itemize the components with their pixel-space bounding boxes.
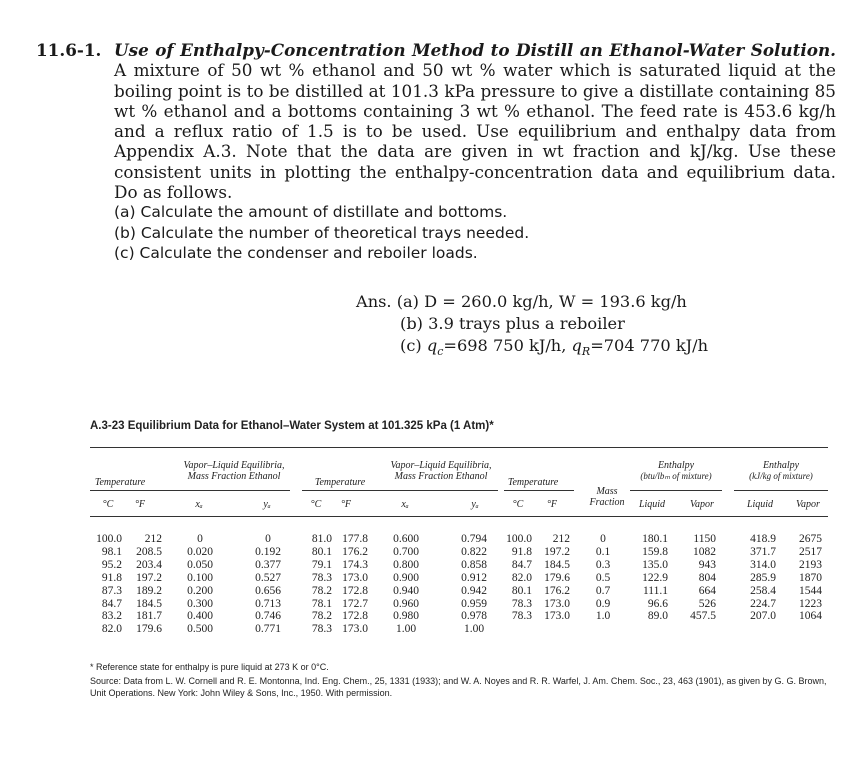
footnote-reference: * Reference state for enthalpy is pure liquid at 273 K or 0°C.	[90, 662, 329, 672]
table-cell: 258.4	[750, 584, 776, 597]
table-cell: 0.400	[187, 610, 213, 623]
table-cell: 82.0	[511, 571, 532, 584]
table-cell: 526	[698, 597, 716, 610]
col1-xa	[180, 533, 220, 636]
table-cell: 0.794	[461, 533, 487, 545]
table-cell: 78.3	[311, 623, 332, 636]
table-cell: 0.100	[187, 571, 213, 584]
table-cell: 0.050	[187, 558, 213, 571]
table-cell: 1150	[693, 533, 716, 545]
problem-body: A mixture of 50 wt % ethanol and 50 wt % water which is saturated liquid at the boiling point is to be distilled at 101.3 kPa pressure to give a distillate containing 85 wt % ethanol and a bottoms containing 3 wt % ethanol. The feed rate is 453.6 kg/h and a reflux ratio of 1.5 is to be used. Use equilibrium and enthalpy data from Appendix A.3. Note that the data are given in wt fraction and kJ/kg. Use these consistent units in plotting the enthalpy-concentration data and equilibrium data. Do as follows.	[114, 60, 836, 203]
table-cell: 80.1	[311, 545, 332, 558]
table-cell: 0.200	[187, 584, 213, 597]
header-xa-2: xₐ	[401, 499, 409, 510]
table-cell: 172.7	[342, 597, 368, 610]
problem-statement	[36, 40, 836, 263]
header-ya-2: yₐ	[471, 499, 479, 510]
table-cell: 0.527	[255, 571, 281, 584]
table-cell: 0	[600, 533, 606, 545]
table-cell: 0.978	[461, 610, 487, 623]
header-enthalpy-kj: Enthalpy	[762, 460, 800, 471]
header-xa-1: xₐ	[195, 499, 203, 510]
table-cell: 82.0	[101, 623, 122, 636]
table-cell: 0.1	[595, 545, 611, 558]
header-enthalpy-btu: Enthalpy	[657, 460, 695, 471]
table-cell: 176.2	[342, 545, 368, 558]
table-title: A.3-23 Equilibrium Data for Ethanol–Water System at 101.325 kPa (1 Atm)*	[90, 420, 494, 432]
table-cell: 0.800	[393, 558, 419, 571]
table-cell: 78.3	[511, 610, 532, 623]
table-cell: 95.2	[101, 558, 122, 571]
table-cell: 2675	[799, 533, 822, 545]
table-cell: 173.0	[342, 571, 368, 584]
header-bottom-rule	[90, 516, 828, 517]
table-cell: 197.2	[136, 571, 162, 584]
table-cell: 184.5	[136, 597, 162, 610]
header-rule-1	[90, 490, 290, 491]
answer-a-value: D = 260.0 kg/h, W = 193.6 kg/h	[424, 292, 687, 311]
table-cell: 0.192	[255, 545, 281, 558]
answer-b: (b) 3.9 trays plus a reboiler	[400, 314, 625, 333]
col1-temp-c	[90, 533, 122, 636]
table-cell: 179.6	[136, 623, 162, 636]
table-cell: 0.746	[255, 610, 281, 623]
table-cell: 189.2	[136, 584, 162, 597]
header-enthalpy-kj-unit: (kJ/kg of mixture)	[749, 471, 813, 481]
col3-enthalpy-btu-vapor	[680, 533, 716, 623]
table-cell: 172.8	[342, 610, 368, 623]
qr-subscript: R	[581, 345, 591, 359]
table-cell: 207.0	[750, 610, 776, 623]
problem-parts	[114, 202, 836, 263]
table-cell: 89.0	[647, 610, 668, 623]
col2-temp-f	[334, 533, 368, 636]
table-cell: 78.2	[311, 610, 332, 623]
table-cell: 0.7	[595, 584, 611, 597]
table-cell: 1544	[799, 584, 822, 597]
table-cell: 0	[197, 533, 203, 545]
table-cell: 0.959	[461, 597, 487, 610]
part-a: (a) Calculate the amount of distillate and bottoms.	[114, 203, 508, 222]
col3-enthalpy-kj-vapor	[786, 533, 822, 623]
part-b: (b) Calculate the number of theoretical trays needed.	[114, 223, 530, 242]
answer-block	[356, 291, 708, 363]
table-cell: 87.3	[101, 584, 122, 597]
table-cell: 371.7	[750, 545, 776, 558]
table-cell: 0.700	[393, 545, 419, 558]
table-cell: 78.3	[311, 571, 332, 584]
table-cell: 80.1	[511, 584, 532, 597]
table-cell: 177.8	[342, 533, 368, 545]
header-temperature-3: Temperature	[507, 477, 559, 488]
col3-temp-c	[500, 533, 532, 623]
header-rule-2	[302, 490, 498, 491]
table-cell: 0.942	[461, 584, 487, 597]
table-cell: 122.9	[642, 571, 668, 584]
table-cell: 81.0	[311, 533, 332, 545]
header-temperature-2: Temperature	[314, 477, 366, 488]
col3-mass-fraction	[588, 533, 618, 623]
header-rule-5	[734, 490, 828, 491]
qr-value: =704 770 kJ/h	[590, 336, 709, 355]
table-cell: 1870	[799, 571, 822, 584]
col2-ya	[454, 533, 494, 636]
table-cell: 2193	[799, 558, 822, 571]
table-cell: 174.3	[342, 558, 368, 571]
table-cell: 0.300	[187, 597, 213, 610]
problem-number: 11.6-1.	[36, 40, 102, 60]
header-c-1: °C	[102, 499, 114, 510]
header-ya-1: yₐ	[263, 499, 271, 510]
table-cell: 78.3	[511, 597, 532, 610]
header-rule-4	[630, 490, 722, 491]
qc-symbol: q	[426, 336, 438, 355]
table-cell: 1.0	[595, 610, 611, 623]
table-cell: 1223	[799, 597, 822, 610]
table-cell: 180.1	[642, 533, 668, 545]
header-enthalpy-btu-unit: (btu/lbₘ of mixture)	[640, 471, 712, 481]
table-cell: 176.2	[544, 584, 570, 597]
table-cell: 2517	[799, 545, 822, 558]
table-cell: 212	[552, 533, 570, 545]
table-cell: 172.8	[342, 584, 368, 597]
table-cell: 100.0	[506, 533, 532, 545]
header-f-3: °F	[546, 499, 558, 510]
header-f-2: °F	[340, 499, 352, 510]
table-cell: 804	[698, 571, 716, 584]
problem-title: Use of Enthalpy-Concentration Method to Distill an Ethanol-Water Solution.	[114, 40, 836, 60]
table-cell: 0.600	[393, 533, 419, 545]
table-cell: 98.1	[101, 545, 122, 558]
header-c-3: °C	[512, 499, 524, 510]
header-f-1: °F	[134, 499, 146, 510]
table-cell: 0.020	[187, 545, 213, 558]
table-cell: 418.9	[750, 533, 776, 545]
qr-symbol: q	[571, 336, 582, 355]
table-cell: 91.8	[511, 545, 532, 558]
header-massfrac-2: Mass Fraction Ethanol	[394, 471, 488, 482]
table-cell: 664	[698, 584, 716, 597]
answer-c	[356, 335, 708, 363]
header-temperature-1: Temperature	[94, 477, 146, 488]
table-cell: 0.980	[393, 610, 419, 623]
table-cell: 173.0	[544, 610, 570, 623]
table-cell: 173.0	[342, 623, 368, 636]
header-mass: Mass	[596, 486, 618, 497]
table-cell: 0.940	[393, 584, 419, 597]
table-cell: 111.1	[642, 584, 668, 597]
table-cell: 135.0	[642, 558, 668, 571]
table-cell: 100.0	[96, 533, 122, 545]
table-cell: 0.377	[255, 558, 281, 571]
table-cell: 0.5	[595, 571, 611, 584]
col1-ya	[248, 533, 288, 636]
table-cell: 79.1	[311, 558, 332, 571]
table-cell: 84.7	[511, 558, 532, 571]
problem-text	[114, 40, 836, 202]
table-cell: 285.9	[750, 571, 776, 584]
header-vapor-btu: Vapor	[690, 499, 714, 510]
header-rule-3	[504, 490, 574, 491]
table-cell: 0.713	[255, 597, 281, 610]
col2-temp-c	[302, 533, 332, 636]
table-cell: 457.5	[690, 610, 716, 623]
table-cell: 0.858	[461, 558, 487, 571]
table-cell: 184.5	[544, 558, 570, 571]
header-fraction: Fraction	[589, 497, 625, 508]
header-vle-2: Vapor–Liquid Equilibria,	[390, 460, 492, 471]
table-cell: 1.00	[395, 623, 417, 636]
table-cell: 0.9	[595, 597, 611, 610]
header-vle-1: Vapor–Liquid Equilibria,	[183, 460, 285, 471]
table-cell: 0.656	[255, 584, 281, 597]
table-top-rule	[90, 447, 828, 448]
table-cell: 78.1	[311, 597, 332, 610]
table-cell: 179.6	[544, 571, 570, 584]
part-c: (c) Calculate the condenser and reboiler loads.	[114, 243, 478, 262]
table-cell: 943	[698, 558, 716, 571]
col1-temp-f	[126, 533, 162, 636]
table-cell: 314.0	[750, 558, 776, 571]
table-cell: 1082	[693, 545, 716, 558]
table-cell: 0	[265, 533, 271, 545]
qc-value: =698 750 kJ/h,	[443, 336, 572, 355]
table-cell: 181.7	[136, 610, 162, 623]
qc-subscript: c	[437, 345, 444, 359]
answer-a	[356, 291, 708, 313]
footnote-source: Source: Data from L. W. Cornell and R. E. Montonna, Ind. Eng. Chem., 25, 1331 (1933); and W. A. Noyes and R. R. Warfel, J. Am. Chem. Soc., 23, 463 (1901), as given by G. G. Brown, Unit Operations. New York: John Wiley & Sons, Inc., 1950. With permission.	[90, 676, 827, 698]
table-cell: 212	[144, 533, 162, 545]
col3-enthalpy-btu-liquid	[632, 533, 668, 623]
header-c-2: °C	[310, 499, 322, 510]
table-cell: 203.4	[136, 558, 162, 571]
table-cell: 0.912	[461, 571, 487, 584]
table-cell: 83.2	[101, 610, 122, 623]
col2-xa	[386, 533, 426, 636]
answer-label: Ans. (a)	[356, 292, 425, 311]
header-vapor-kj: Vapor	[796, 499, 820, 510]
col3-temp-f	[536, 533, 570, 623]
header-liquid-btu: Liquid	[638, 499, 666, 510]
table-cell: 0.771	[255, 623, 281, 636]
table-cell: 91.8	[101, 571, 122, 584]
table-cell: 224.7	[750, 597, 776, 610]
header-liquid-kj: Liquid	[746, 499, 774, 510]
table-cell: 84.7	[101, 597, 122, 610]
answer-c-label: (c)	[400, 336, 427, 355]
table-cell: 0.822	[461, 545, 487, 558]
table-cell: 1064	[799, 610, 822, 623]
table-cell: 0.960	[393, 597, 419, 610]
col3-enthalpy-kj-liquid	[740, 533, 776, 623]
table-cell: 0.3	[595, 558, 611, 571]
table-cell: 197.2	[544, 545, 570, 558]
table-cell: 208.5	[136, 545, 162, 558]
header-massfrac-1: Mass Fraction Ethanol	[187, 471, 281, 482]
table-cell: 1.00	[463, 623, 485, 636]
table-cell: 173.0	[544, 597, 570, 610]
table-cell: 0.900	[393, 571, 419, 584]
table-cell: 159.8	[642, 545, 668, 558]
table-cell: 0.500	[187, 623, 213, 636]
table-cell: 96.6	[647, 597, 668, 610]
table-cell: 78.2	[311, 584, 332, 597]
